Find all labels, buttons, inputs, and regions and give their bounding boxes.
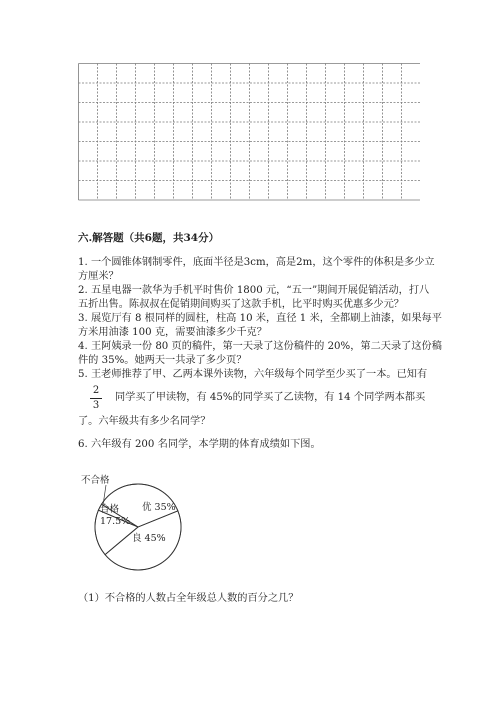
fraction-bar xyxy=(90,398,102,399)
q5-line3: 了。六年级共有多少名同学？ xyxy=(78,416,211,427)
pie-label-fail: 不合格 xyxy=(81,475,110,486)
q4-line2: 件的 35%。她两天一共录了多少页？ xyxy=(78,355,247,366)
pie-label-pass: 合格 xyxy=(100,504,120,515)
q1-line1: 1. 一个圆锥体钢制零件，底面半径是3cm，高是2m，这个零件的体积是多少立 xyxy=(78,257,435,268)
q5-line2: 同学买了甲读物，有 45%的同学买了乙读物，有 14 个同学两本都买 xyxy=(115,392,426,403)
pie-chart xyxy=(76,472,186,577)
fraction-two-thirds xyxy=(90,385,102,412)
pie-label-pass-percent: 17.5% xyxy=(100,516,131,527)
q6-sub1: （1）不合格的人数占全年级总人数的百分之几？ xyxy=(78,593,299,604)
q2-line2: 五折出售。陈叔叔在促销期间购买了这款手机，比平时购买优惠多少元？ xyxy=(78,299,404,310)
q5-line1: 5. 王老师推荐了甲、乙两本课外读物，六年级每个同学至少买了一本。已知有 xyxy=(78,369,428,380)
fraction-denominator: 3 xyxy=(92,400,100,411)
fraction-numerator: 2 xyxy=(92,385,100,396)
pie-label-excellent: 优 35% xyxy=(142,502,176,513)
q6-line1: 6. 六年级有 200 名同学，本学期的体育成绩如下图。 xyxy=(78,439,321,450)
q1-line2: 方厘米？ xyxy=(78,271,119,282)
q4-line1: 4. 王阿姨录一份 80 页的稿件，第一天录了这份稿件的 20%，第二天录了这份稿 xyxy=(78,341,442,352)
section-title: 六.解答题（共6题，共34分） xyxy=(78,232,220,244)
answer-grid xyxy=(78,63,420,201)
pie-label-good: 良 45% xyxy=(132,533,166,544)
q3-line1: 3. 展览厅有 8 根同样的圆柱，柱高 10 米，直径 1 米，全都刷上油漆，如果每平 xyxy=(78,313,442,324)
q2-line1: 2. 五星电器一款华为手机平时售价 1800 元，“五一”期间开展促销活动，打八 xyxy=(78,285,430,296)
q3-line2: 方米用油漆 100 克，需要油漆多少千克？ xyxy=(78,327,267,338)
